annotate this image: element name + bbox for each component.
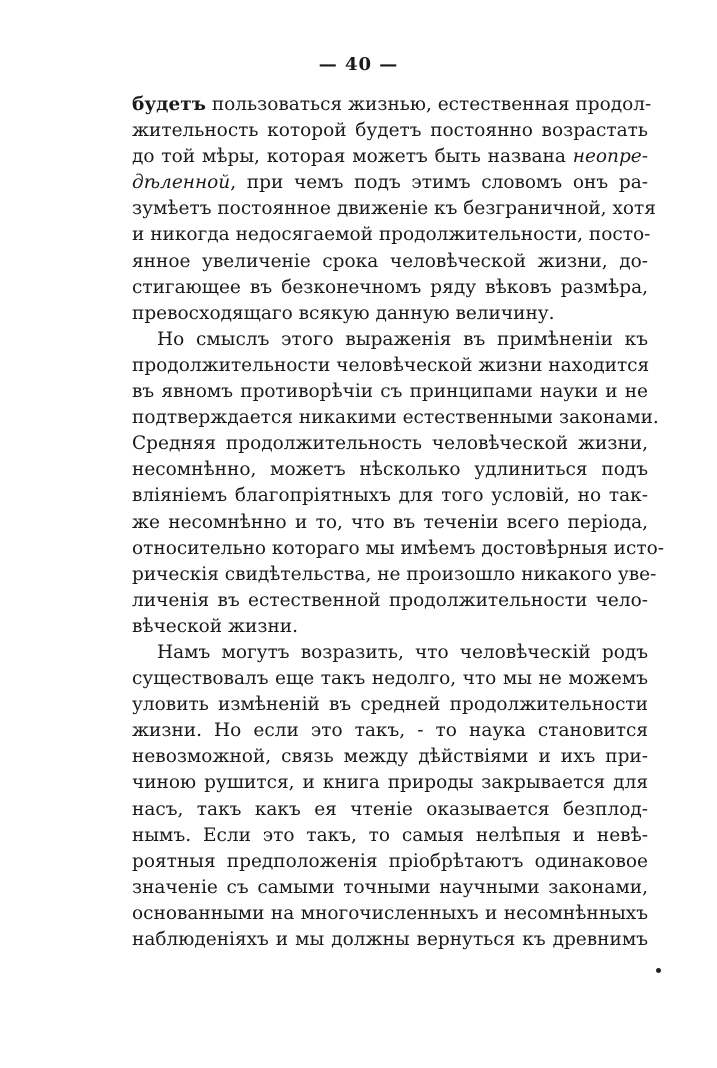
text-line (132, 510, 648, 536)
text-run: пользоваться жизнью, естественная продол- (205, 94, 652, 115)
text-line (132, 275, 648, 301)
text-run: же несомнѣнно и то, что въ теченiи всего перiода, (132, 511, 648, 533)
text-run: продолжительности человѣческой жизни находится (132, 354, 650, 376)
text-line (132, 849, 648, 875)
text-run: относительно котораго мы имѣемъ достовѣрныя исто- (132, 537, 665, 559)
text-run: , при чемъ подъ этимъ словомъ онъ ра- (230, 172, 648, 194)
text-line (132, 562, 657, 588)
text-run: чиною рушится, и книга природы закрывается для (132, 772, 648, 794)
ink-speck (656, 968, 661, 973)
text-line (132, 431, 648, 457)
text-run: существовалъ еще такъ недолго, что мы не можемъ (132, 668, 648, 690)
text-line (132, 92, 652, 118)
text-run: личенiя въ естественной продолжительности чело- (132, 589, 648, 611)
text-line (132, 118, 648, 144)
text-run: янное увеличенiе срока человѣческой жизни, до- (132, 250, 648, 272)
text-line (132, 666, 648, 692)
text-line (132, 249, 648, 275)
italic-text: дѣленной (132, 172, 231, 194)
text-line (132, 718, 648, 744)
text-run: влiянiемъ благопрiятныхъ для того условiй, но так- (132, 485, 648, 507)
text-line (132, 744, 648, 770)
text-line (132, 379, 648, 405)
text-line (132, 770, 648, 796)
text-run: Но смыслъ этого выраженiя въ примѣненiи къ (157, 328, 648, 350)
text-run: превосходящаго всякую данную величину. (132, 302, 555, 324)
text-line (132, 170, 648, 196)
text-line (132, 483, 648, 509)
text-line (132, 823, 648, 849)
text-line (132, 405, 659, 431)
text-run: Средняя продолжительность человѣческой жизни, (132, 433, 648, 455)
text-run: подтверждается никакими естественными законами. (132, 407, 659, 429)
text-line (132, 797, 648, 823)
text-line (132, 692, 648, 718)
body-text (132, 92, 665, 953)
text-run: роятныя предположенiя прiобрѣтаютъ одинаковое (132, 850, 648, 872)
text-run: Намъ могутъ возразить, что человѣческiй родъ (157, 641, 648, 663)
text-line (132, 144, 648, 170)
text-line (132, 588, 648, 614)
text-run: несомнѣнно, можетъ нѣсколько удлиниться подъ (132, 459, 648, 481)
text-run: основанными на многочисленныхъ и несомнѣнныхъ (132, 902, 648, 924)
italic-text: неопре- (572, 146, 648, 168)
bold-text: будетъ (132, 94, 206, 115)
text-line (132, 901, 648, 927)
text-run: и никогда недосягаемой продолжительности, посто- (132, 224, 651, 246)
text-run: въ явномъ противорѣчiи съ принципами науки и не (132, 381, 648, 403)
text-run: вѣческой жизни. (132, 615, 299, 637)
text-run: жительность которой будетъ постоянно возрастать (132, 120, 648, 142)
text-run: насъ, такъ какъ ея чтенiе оказывается безплод- (132, 798, 648, 820)
text-line (132, 640, 648, 666)
text-line (132, 301, 648, 327)
text-line (132, 327, 648, 353)
text-run: нымъ. Если это такъ, то самыя нелѣпыя и невѣ- (132, 824, 648, 846)
page-number: — 40 — (318, 54, 399, 75)
text-run: невозможной, связь между дѣйствiями и ихъ при- (132, 746, 648, 768)
text-run: уловить измѣненiй въ средней продолжительности (132, 694, 648, 716)
text-line (132, 222, 651, 248)
text-line (132, 614, 648, 640)
text-line (132, 353, 648, 379)
text-run: рическiя свидѣтельства, не произошло никакого уве- (132, 563, 657, 585)
text-run: жизни. Но если это такъ, - то наука становится (132, 720, 648, 742)
text-line (132, 536, 665, 562)
text-line (132, 457, 648, 483)
text-line (132, 196, 656, 222)
text-run: стигающее въ безконечномъ ряду вѣковъ размѣра, (132, 276, 648, 298)
text-run: наблюденiяхъ и мы должны вернуться къ древнимъ (132, 929, 648, 950)
text-run: зумѣетъ постоянное движенiе къ безграничной, хотя (132, 198, 656, 220)
text-run: значенiе съ самыми точными научными законами, (132, 876, 648, 898)
text-line (132, 927, 648, 953)
text-line (132, 875, 648, 901)
text-run: до той мѣры, которая можетъ быть названа (132, 146, 573, 168)
